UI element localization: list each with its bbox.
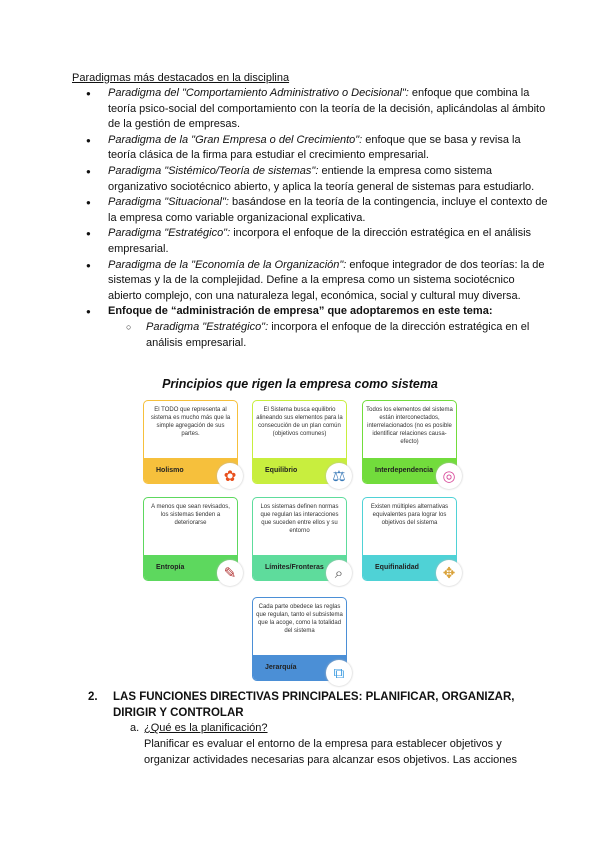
card-label: Límites/Fronteras — [253, 555, 346, 580]
card-text: Cada parte obedece las reglas que regulan, tanto el subsistema que la acoge, como la totalidad del sistema — [256, 604, 343, 634]
balance-icon: ⚖ — [326, 463, 352, 489]
principle-card — [143, 497, 238, 581]
paragraph: Planificar es evaluar el entorno de la empresa para establecer objetivos y organizar actividades necesarias para alcanzar esos objetivos. Las acciones — [144, 738, 517, 766]
section-2-heading — [88, 690, 548, 721]
item-title: Enfoque de “administración de empresa” que adoptaremos en este tema: — [108, 305, 493, 318]
letters-icon: ✎ — [217, 560, 243, 586]
card-text: Los sistemas definen normas que regulan las interacciones que suceden entre ellos y su entorno — [260, 504, 339, 534]
card-label: Equilibrio — [253, 458, 346, 483]
item-title: Paradigma "Estratégico": — [108, 227, 231, 240]
subsection-label: a. — [130, 722, 140, 734]
item-text: enfoque que combina la teoría psico-social del comportamiento con la teoría de la decisión, aplicándolas al ámbito de la gestión de empresas. — [108, 87, 546, 131]
card-text: El Sistema busca equilibrio alineando sus elementos para la consecución de un plan común (objetivos comunes) — [256, 407, 343, 437]
card-text: El TODO que representa al sistema es mucho más que la simple agregación de sus partes. — [150, 407, 231, 437]
flower-icon: ✿ — [217, 463, 243, 489]
card-label: Jerarquía — [253, 655, 346, 680]
item-title: Paradigma "Situacional": — [108, 196, 229, 209]
list-item — [108, 86, 548, 133]
item-text: incorpora el enfoque de la dirección estratégica en el análisis empresarial. — [146, 320, 530, 349]
list-item — [108, 133, 548, 164]
principle-card — [252, 597, 347, 681]
item-title: Paradigma "Estratégico": — [146, 320, 269, 333]
principle-card — [143, 400, 238, 484]
item-title: Paradigma de la "Gran Empresa o del Crecimiento": — [108, 133, 363, 146]
list-item — [108, 258, 548, 305]
section-heading: Paradigmas más destacados en la disciplina — [72, 72, 290, 84]
list-item-bold — [108, 304, 548, 320]
network-icon: ✥ — [436, 560, 462, 586]
item-text: incorpora el enfoque de la dirección estratégica en el análisis empresarial. — [108, 227, 532, 255]
item-text: enfoque que se basa y revisa la teoría clásica de la firma para estudiar el crecimiento empresarial. — [108, 133, 521, 162]
item-title: Paradigma del "Comportamiento Administrativo o Decisional": — [108, 87, 409, 99]
item-title: Paradigma "Sistémico/Teoría de sistemas": — [108, 164, 319, 177]
principle-card — [252, 400, 347, 484]
card-label: Interdependencia — [363, 458, 456, 483]
list-item — [108, 226, 548, 257]
list-item — [108, 195, 548, 226]
subsection-title: ¿Qué es la planificación? — [144, 722, 268, 734]
list-item — [108, 164, 548, 195]
sub-list-item — [146, 320, 548, 351]
item-title: Paradigma de la "Economía de la Organización": — [108, 258, 347, 271]
item-text: entiende la empresa como sistema organizativo sociotécnico abierto, y aplica la teoría general de sistemas para estudiarlo. — [108, 164, 535, 193]
item-text: enfoque integrador de dos teorías: la de sistemas y la de la complejidad. Define a la empresa como un sistema sociotécnico abierto complejo, con una naturaleza legal, económica, social y cultural muy diversa. — [108, 258, 545, 302]
principle-card — [362, 497, 457, 581]
item-text: basándose en la teoría de la contingencia, incluye el contexto de la empresa como variable organizacional explicativa. — [108, 196, 548, 224]
paradigm-list — [84, 86, 548, 351]
card-label: Entropía — [144, 555, 237, 580]
card-text: Existen múltiples alternativas equivalentes para lograr los objetivos del sistema — [370, 504, 449, 526]
card-text: A menos que sean revisados, los sistemas tienden a deteriorarse — [151, 504, 230, 526]
subsection-heading — [130, 721, 268, 737]
card-label: Equifinalidad — [363, 555, 456, 580]
section-title: LAS FUNCIONES DIRECTIVAS PRINCIPALES: PLANIFICAR, ORGANIZAR, DIRIGIR Y CONTROLAR — [113, 691, 515, 719]
card-text: Todos los elementos del sistema están interconectados, interrelacionados (no es posible identificar relaciones causa-efecto) — [366, 407, 453, 445]
hierarchy-icon: ⧉ — [326, 660, 352, 686]
circle-people-icon: ◎ — [436, 463, 462, 489]
principle-card — [252, 497, 347, 581]
card-label: Holismo — [144, 458, 237, 483]
principle-card — [362, 400, 457, 484]
section-number: 2. — [88, 691, 98, 703]
infographic-title: Principios que rigen la empresa como sistema — [162, 377, 438, 391]
magnifier-icon: ⌕ — [326, 560, 352, 586]
